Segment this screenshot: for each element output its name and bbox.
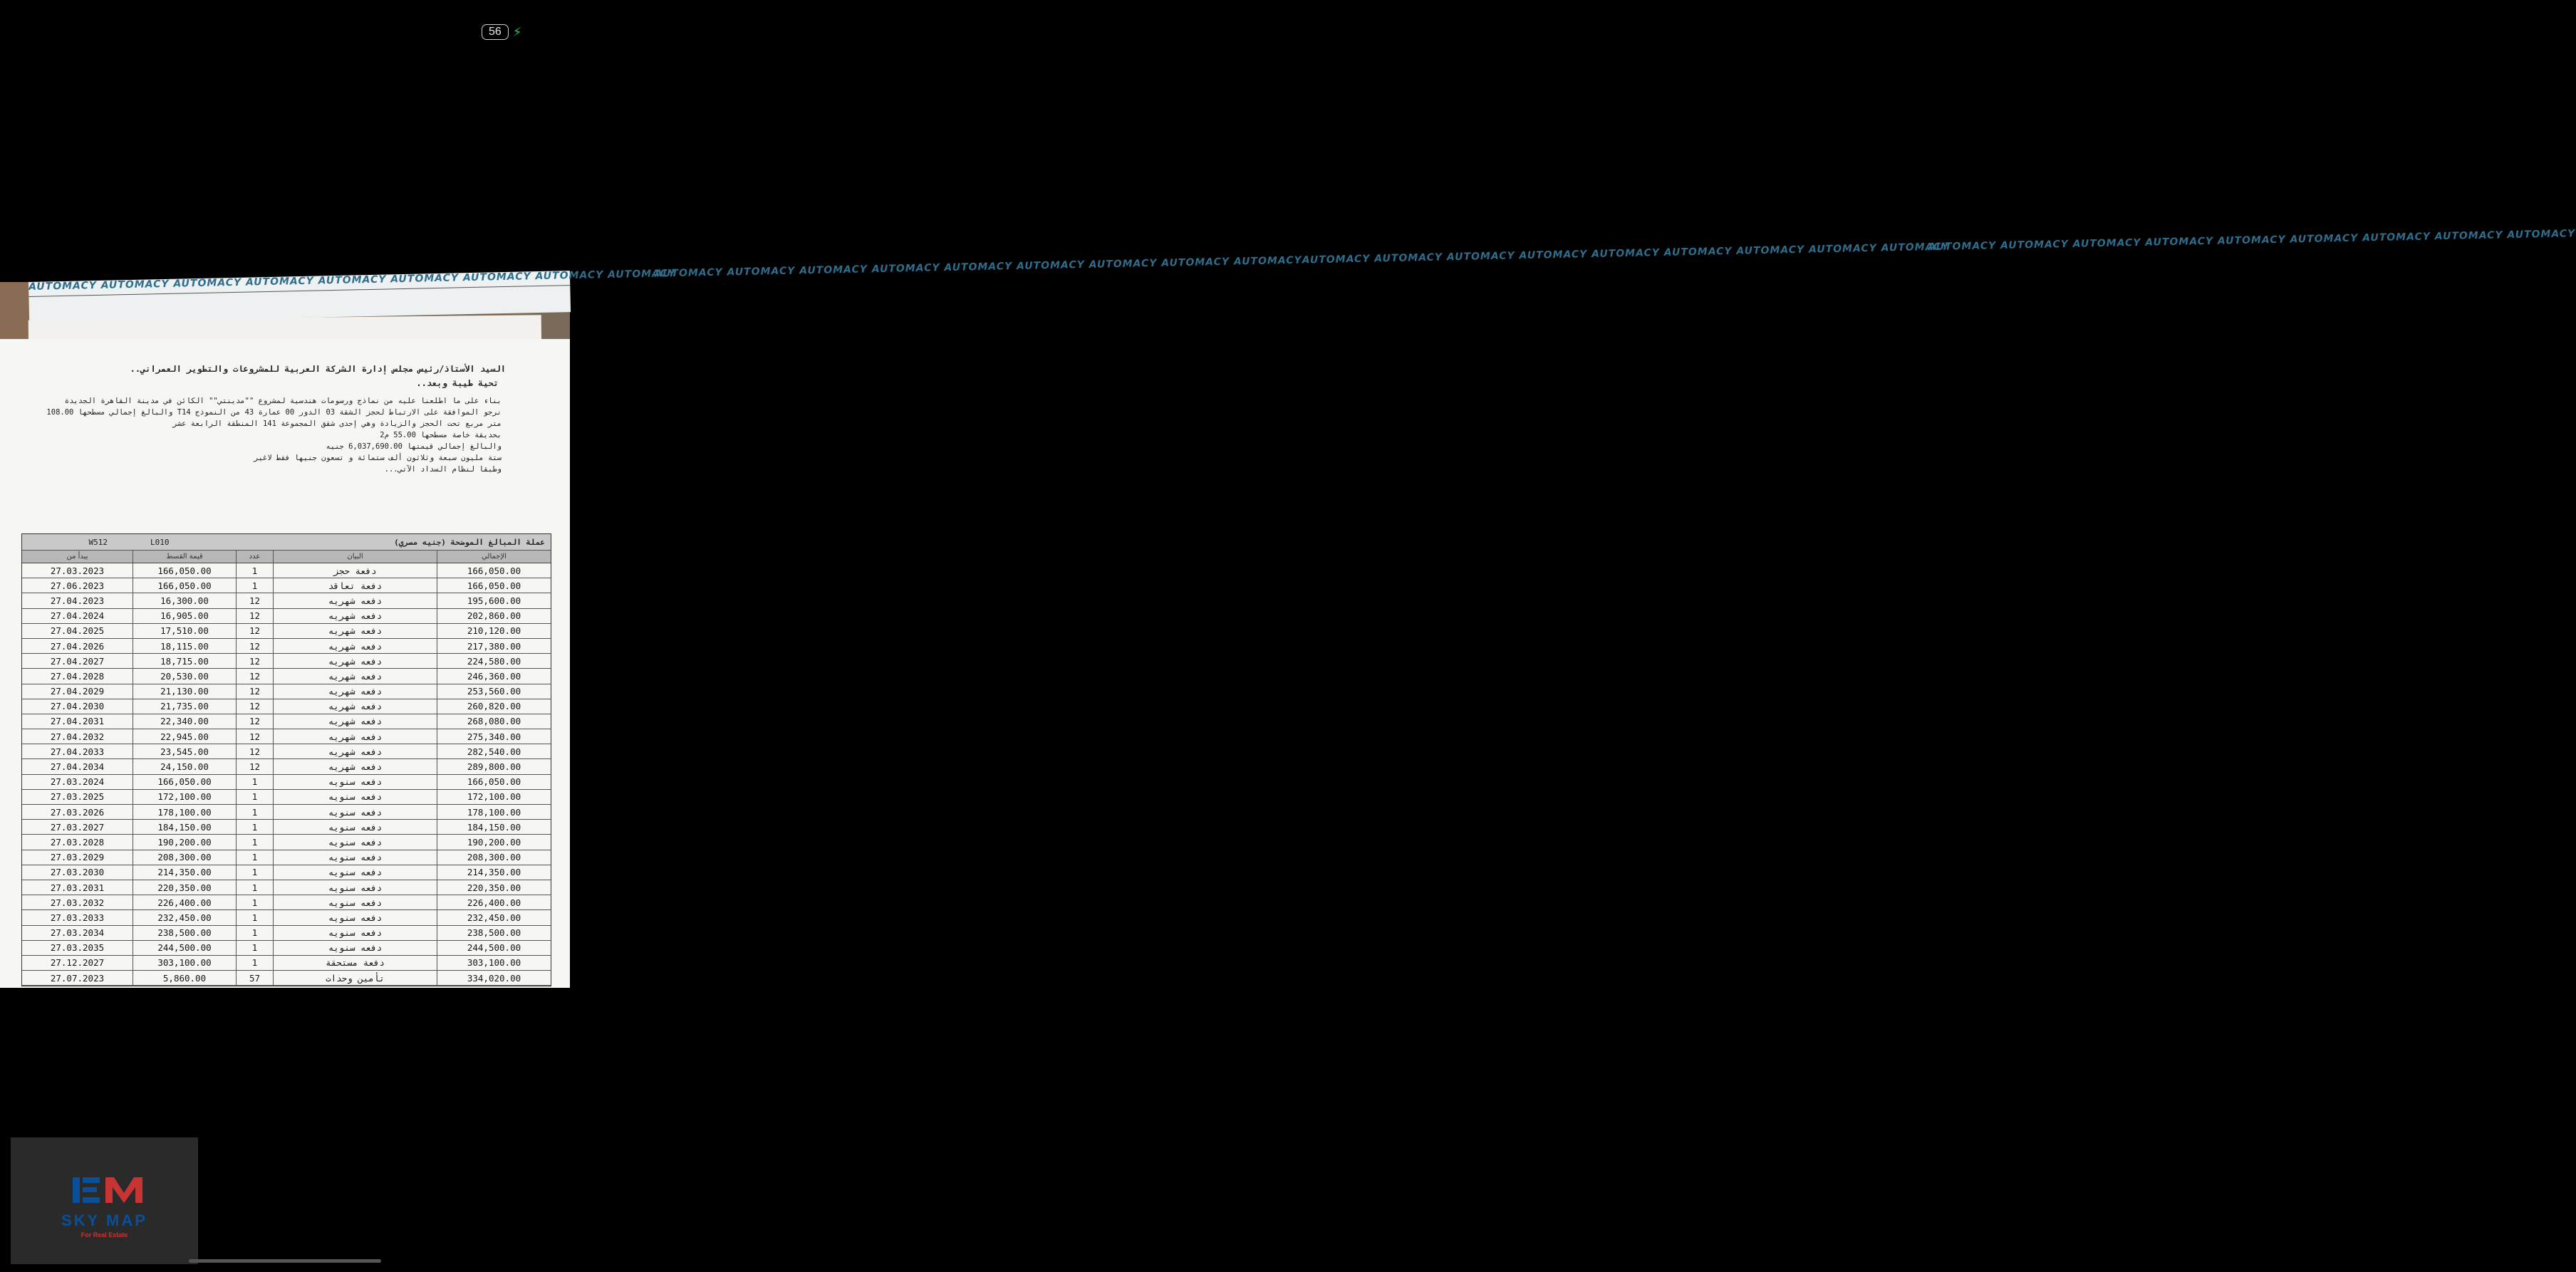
- table-row: [22, 820, 551, 835]
- cell-statement: دفعه شهريه: [273, 744, 437, 758]
- cell-installment: 244,500.00: [133, 941, 236, 955]
- cell-installment: 172,100.00: [133, 790, 236, 804]
- cell-count: 1: [236, 880, 273, 895]
- cell-start: 27.04.2032: [50, 731, 105, 742]
- cell-start: 27.03.2034: [50, 927, 105, 939]
- home-indicator[interactable]: [189, 1259, 381, 1263]
- banner-brand-row: AUTOMACY AUTOMACY AUTOMACY AUTOMACY AUTOMACY AUTOMACY AUTOMACY AUTOMACY AUTOMACY: [654, 254, 1302, 280]
- cell-start: 27.04.2031: [50, 716, 105, 727]
- battery-indicator: 56: [482, 24, 509, 40]
- cell-statement: دفعه شهريه: [273, 684, 437, 699]
- cell-start: 27.03.2031: [50, 882, 105, 893]
- cell-total: 178,100.00: [437, 805, 551, 819]
- cell-start: 27.03.2025: [50, 791, 105, 803]
- table-row: [22, 563, 551, 578]
- cell-count: 12: [236, 669, 273, 683]
- cell-installment: 17,510.00: [133, 624, 236, 638]
- cell-installment: 214,350.00: [133, 865, 236, 880]
- table-row: [22, 699, 551, 714]
- cell-count: 1: [236, 910, 273, 924]
- banner-brand-row: AUTOMACY AUTOMACY AUTOMACY AUTOMACY AUTOMACY AUTOMACY AUTOMACY AUTOMACY AUTOMACY: [1302, 241, 1950, 266]
- cell-installment: 18,115.00: [133, 639, 236, 653]
- cell-start: 27.04.2027: [50, 655, 105, 667]
- cell-statement: دفعه شهريه: [273, 609, 437, 623]
- letter-line: والبالغ إجمالي قيمتها 6,037,690.00 جنيه: [326, 442, 502, 451]
- cell-installment: 220,350.00: [133, 880, 236, 895]
- table-header-row: [22, 551, 551, 563]
- cell-statement: دفعه سنويه: [273, 941, 437, 955]
- cell-count: 1: [236, 790, 273, 804]
- watermark-title: SKY MAP: [61, 1211, 147, 1229]
- cell-statement: دفعه شهريه: [273, 624, 437, 638]
- table-row: [22, 729, 551, 744]
- cell-total: 334,020.00: [437, 971, 551, 985]
- cell-count: 1: [236, 775, 273, 789]
- cell-start: 27.03.2023: [50, 565, 105, 576]
- cell-count: 12: [236, 759, 273, 773]
- letter-greeting: تحية طيبة وبعد..: [416, 378, 499, 388]
- table-title-row: [22, 534, 551, 551]
- status-bar: [482, 24, 521, 40]
- cell-count: 12: [236, 639, 273, 653]
- cell-statement: دفعه سنويه: [273, 910, 437, 924]
- cell-count: 1: [236, 895, 273, 909]
- cell-start: 27.03.2024: [50, 776, 105, 788]
- cell-statement: دفعه شهريه: [273, 654, 437, 668]
- cell-installment: 24,150.00: [133, 759, 236, 773]
- banner-brand-row: AUTOMACY AUTOMACY AUTOMACY AUTOMACY AUTOMACY AUTOMACY AUTOMACY AUTOMACY AUTOMACY: [1928, 228, 2576, 254]
- cell-installment: 21,130.00: [133, 684, 236, 699]
- table-row: [22, 865, 551, 880]
- table-row: [22, 593, 551, 608]
- letter-line: بناء على ما اطلعنا عليه من نماذج ورسومات هندسية لمشروع ""مدينتي"" الكائن في مدينة القاهرة الجديدة: [64, 397, 502, 405]
- cell-total: 214,350.00: [437, 865, 551, 880]
- cell-count: 1: [236, 578, 273, 593]
- cell-count: 1: [236, 941, 273, 955]
- table-row: [22, 835, 551, 850]
- cell-total: 217,380.00: [437, 639, 551, 653]
- table-row: [22, 609, 551, 624]
- cell-start: 27.04.2023: [50, 595, 105, 606]
- cell-statement: دفعة تعاقد: [273, 578, 437, 593]
- cell-count: 12: [236, 699, 273, 714]
- cell-start: 27.03.2026: [50, 806, 105, 818]
- cell-installment: 16,300.00: [133, 593, 236, 608]
- letter-salutation: السيد الأستاذ/رئيس مجلس إدارة الشركة العربية للمشروعات والتطوير العمراني..: [130, 364, 506, 374]
- cell-statement: دفعه سنويه: [273, 775, 437, 789]
- cell-total: 195,600.00: [437, 593, 551, 608]
- header-count: عدد: [236, 551, 273, 563]
- cell-start: 27.04.2034: [50, 761, 105, 773]
- cell-statement: دفعه شهريه: [273, 593, 437, 608]
- cell-total: 246,360.00: [437, 669, 551, 683]
- cell-count: 57: [236, 971, 273, 985]
- cell-statement: دفعه سنويه: [273, 835, 437, 849]
- cell-total: 260,820.00: [437, 699, 551, 714]
- cell-statement: دفعة مستحقة: [273, 956, 437, 970]
- cell-count: 12: [236, 624, 273, 638]
- table-row: [22, 895, 551, 910]
- cell-start: 27.03.2027: [50, 821, 105, 833]
- cell-total: 303,100.00: [437, 956, 551, 970]
- table-row: [22, 759, 551, 774]
- cell-start: 27.04.2029: [50, 686, 105, 697]
- cell-count: 1: [236, 865, 273, 880]
- table-row: [22, 926, 551, 941]
- cell-statement: دفعه سنويه: [273, 805, 437, 819]
- cell-count: 12: [236, 729, 273, 744]
- table-row: [22, 971, 551, 986]
- cell-total: 210,120.00: [437, 624, 551, 638]
- cell-start: 27.03.2030: [50, 867, 105, 878]
- banner-brand-row: AUTOMACY AUTOMACY AUTOMACY AUTOMACY AUTOMACY AUTOMACY AUTOMACY AUTOMACY AUTOMACY: [28, 267, 677, 293]
- cell-installment: 22,340.00: [133, 714, 236, 729]
- cell-statement: دفعه شهريه: [273, 759, 437, 773]
- header-total: الإجمالي: [437, 551, 551, 563]
- cell-statement: دفعه شهريه: [273, 669, 437, 683]
- cell-total: 220,350.00: [437, 880, 551, 895]
- cell-statement: دفعه سنويه: [273, 865, 437, 880]
- cell-count: 12: [236, 684, 273, 699]
- cell-start: 27.03.2032: [50, 897, 105, 908]
- cell-total: 190,200.00: [437, 835, 551, 849]
- cell-total: 224,580.00: [437, 654, 551, 668]
- cell-statement: دفعه سنويه: [273, 895, 437, 909]
- cell-start: 27.12.2027: [50, 957, 105, 969]
- cell-start: 27.03.2029: [50, 852, 105, 863]
- cell-installment: 232,450.00: [133, 910, 236, 924]
- letter-line: نرجو الموافقة على الارتباط لحجز الشقة 03 الدور 00 عمارة 43 من النموذج T14 والبالغ إجمالي مسطحها 108.00: [46, 408, 502, 417]
- table-row: [22, 880, 551, 895]
- header-start: يبدأ من: [66, 553, 88, 561]
- cell-count: 12: [236, 714, 273, 729]
- header-statement: البيان: [273, 551, 437, 563]
- cell-total: 208,300.00: [437, 850, 551, 865]
- header-installment: قيمة القسط: [133, 551, 236, 563]
- cell-total: 268,080.00: [437, 714, 551, 729]
- cell-statement: دفعة حجز: [273, 563, 437, 578]
- cell-installment: 190,200.00: [133, 835, 236, 849]
- cell-total: 289,800.00: [437, 759, 551, 773]
- sky-map-logo-icon: [70, 1173, 148, 1207]
- cell-count: 1: [236, 835, 273, 849]
- table-row: [22, 910, 551, 925]
- cell-installment: 20,530.00: [133, 669, 236, 683]
- cell-installment: 208,300.00: [133, 850, 236, 865]
- cell-installment: 18,715.00: [133, 654, 236, 668]
- cell-total: 253,560.00: [437, 684, 551, 699]
- cell-statement: دفعه شهريه: [273, 699, 437, 714]
- cell-start: 27.06.2023: [50, 580, 105, 591]
- table-row: [22, 669, 551, 684]
- cell-total: 232,450.00: [437, 910, 551, 924]
- cell-installment: 184,150.00: [133, 820, 236, 834]
- cell-installment: 166,050.00: [133, 563, 236, 578]
- table-row: [22, 624, 551, 639]
- cell-statement: دفعه سنويه: [273, 850, 437, 865]
- cell-total: 202,860.00: [437, 609, 551, 623]
- cell-count: 1: [236, 956, 273, 970]
- cell-statement: دفعه شهريه: [273, 729, 437, 744]
- cell-total: 166,050.00: [437, 775, 551, 789]
- cell-count: 1: [236, 805, 273, 819]
- table-row: [22, 654, 551, 669]
- cell-installment: 166,050.00: [133, 578, 236, 593]
- cell-installment: 22,945.00: [133, 729, 236, 744]
- cell-count: 12: [236, 593, 273, 608]
- unit-code: L010: [150, 537, 170, 547]
- cell-start: 27.04.2025: [50, 625, 105, 637]
- cell-statement: دفعه سنويه: [273, 790, 437, 804]
- document-sheet: [0, 339, 570, 988]
- cell-statement: دفعه سنويه: [273, 926, 437, 940]
- cell-total: 238,500.00: [437, 926, 551, 940]
- table-body: [22, 563, 551, 986]
- cell-start: 27.07.2023: [50, 972, 105, 984]
- letter-line: بحديقة خاصة مسطحها 55.00 م2: [380, 431, 502, 439]
- table-row: [22, 850, 551, 865]
- cell-statement: دفعه شهريه: [273, 714, 437, 729]
- cell-total: 166,050.00: [437, 563, 551, 578]
- letter-body: [7, 364, 506, 475]
- cell-installment: 166,050.00: [133, 775, 236, 789]
- cell-installment: 238,500.00: [133, 926, 236, 940]
- cell-total: 172,100.00: [437, 790, 551, 804]
- cell-statement: دفعه سنويه: [273, 880, 437, 895]
- cell-statement: دفعه شهريه: [273, 639, 437, 653]
- document-photo: [0, 228, 2576, 988]
- cell-total: 166,050.00: [437, 578, 551, 593]
- cell-total: 282,540.00: [437, 744, 551, 758]
- charging-icon: ⚡: [512, 24, 522, 40]
- cell-installment: 178,100.00: [133, 805, 236, 819]
- cell-statement: تأمين وحدات: [273, 971, 437, 985]
- cell-installment: 16,905.00: [133, 609, 236, 623]
- cell-count: 12: [236, 654, 273, 668]
- cell-count: 12: [236, 609, 273, 623]
- currency-note: عملة المبالغ الموضحة (جنيه مصري): [394, 537, 545, 547]
- cell-start: 27.03.2035: [50, 942, 105, 954]
- letter-line: متر مربع تحت الحجز والزيادة وهي إحدى شقق المجموعة 141 المنطقة الرابعة عشر: [172, 419, 502, 428]
- table-row: [22, 941, 551, 956]
- cell-start: 27.04.2026: [50, 640, 105, 652]
- cell-installment: 21,735.00: [133, 699, 236, 714]
- cell-installment: 5,860.00: [133, 971, 236, 985]
- cell-total: 244,500.00: [437, 941, 551, 955]
- payment-schedule-table: [21, 533, 551, 986]
- table-row: [22, 744, 551, 759]
- table-row: [22, 956, 551, 971]
- cell-count: 1: [236, 850, 273, 865]
- sky-map-watermark: [11, 1137, 198, 1264]
- table-row: [22, 639, 551, 654]
- letter-line: ستة مليون سبعة وثلاثون ألف ستمائة و تسعون جنيها فقط لاغير: [254, 454, 502, 462]
- cell-installment: 226,400.00: [133, 895, 236, 909]
- table-row: [22, 775, 551, 790]
- cell-start: 27.03.2033: [50, 912, 105, 923]
- unit-code: W512: [88, 537, 108, 547]
- cell-start: 27.03.2028: [50, 836, 105, 848]
- watermark-subtitle: For Real Estate: [80, 1231, 128, 1239]
- cell-start: 27.04.2030: [50, 701, 105, 712]
- table-row: [22, 578, 551, 593]
- table-row: [22, 805, 551, 820]
- cell-count: 12: [236, 744, 273, 758]
- cell-total: 275,340.00: [437, 729, 551, 744]
- cell-start: 27.04.2024: [50, 610, 105, 622]
- cell-count: 1: [236, 820, 273, 834]
- cell-statement: دفعه سنويه: [273, 820, 437, 834]
- cell-count: 1: [236, 926, 273, 940]
- table-row: [22, 714, 551, 729]
- cell-total: 226,400.00: [437, 895, 551, 909]
- cell-installment: 303,100.00: [133, 956, 236, 970]
- cell-total: 184,150.00: [437, 820, 551, 834]
- table-row: [22, 684, 551, 699]
- cell-count: 1: [236, 563, 273, 578]
- letter-line: وطبقا لنظام السداد الآتي...: [384, 465, 502, 474]
- cell-start: 27.04.2033: [50, 746, 105, 757]
- table-row: [22, 790, 551, 805]
- cell-start: 27.04.2028: [50, 670, 105, 682]
- cell-installment: 23,545.00: [133, 744, 236, 758]
